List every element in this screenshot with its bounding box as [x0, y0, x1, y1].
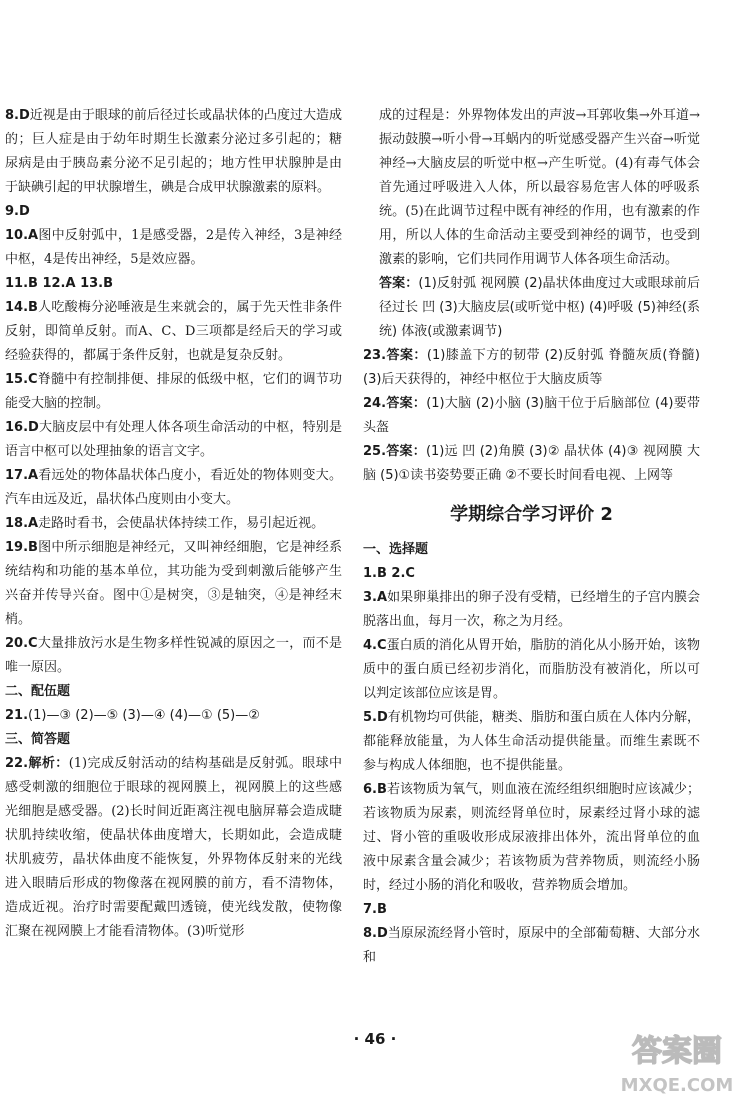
question-number: 8.D [5, 108, 30, 123]
watermark-logo [612, 1021, 742, 1099]
question-number: 22. [5, 756, 29, 771]
question-item [5, 296, 342, 368]
question-number: 1.B 2.C [363, 566, 415, 581]
question-number: 4.C [363, 638, 387, 653]
question-23 [363, 344, 700, 392]
question-number: 17.A [5, 468, 39, 483]
section-heading-short-answer: 三、简答题 [5, 732, 71, 747]
section-title: 学期综合学习评价 2 [450, 504, 613, 525]
question-item [363, 778, 700, 898]
right-question-list [363, 562, 700, 970]
question-text: 图中反射弧中，1是感受器，2是传入神经，3是神经中枢，4是传出神经，5是效应器。 [5, 228, 342, 267]
question-number: 24. [363, 396, 387, 411]
section-heading-choice: 一、选择题 [363, 542, 429, 557]
question-item [5, 224, 342, 272]
question-number: 5.D [363, 710, 388, 725]
question-text: 脊髓中有控制排便、排尿的低级中枢，它们的调节功能受大脑的控制。 [5, 372, 342, 411]
answer-text: (1)大脑 (2)小脑 (3)脑干位于后脑部位 (4)要带头盔 [363, 396, 700, 435]
left-column [5, 104, 342, 944]
question-22-continued [363, 104, 700, 272]
question-number: 25. [363, 444, 387, 459]
question-text: (1)—③ (2)—⑤ (3)—④ (4)—① (5)—② [28, 708, 260, 723]
question-item [5, 512, 342, 536]
question-number: 16.D [5, 420, 39, 435]
question-text: 当原尿流经肾小管时，原尿中的全部葡萄糖、大部分水和 [363, 926, 700, 965]
watermark-text: 答案圈 [632, 1034, 722, 1069]
question-number: 8.D [363, 926, 388, 941]
question-text: 走路时看书，会使晶状体持续工作，易引起近视。 [38, 516, 325, 531]
question-item [5, 200, 342, 224]
question-text: 如果卵巢排出的卵子没有受精，已经增生的子宫内膜会脱落出血，每月一次，称之为月经。 [363, 590, 700, 629]
question-number: 14.B [5, 300, 38, 315]
question-25 [363, 440, 700, 488]
question-item [363, 562, 700, 586]
question-text: (1)完成反射活动的结构基础是反射弧。眼球中感受刺激的细胞位于眼球的视网膜上，视网膜上的这些感光细胞是感受器。(2)长时间近距离注视电脑屏幕会造成睫状肌持续收缩，使晶状体曲度增大，长期如此，会造成睫状肌疲劳，晶状体曲度不能恢复，外界物体反射来的光线进入眼睛后形成的物像落在视网膜的前方，看不清物体，造成近视。治疗时需要配戴凹透镜，使光线发散，使物像汇聚在视网膜上才能看清物体。(3)听觉形 [5, 756, 342, 939]
question-number: 20.C [5, 636, 38, 651]
answer-text: (1)反射弧 视网膜 (2)晶状体曲度过大或眼球前后径过长 凹 (3)大脑皮层(或听觉中枢) (4)呼吸 (5)神经(系统) 体液(或激素调节) [379, 276, 700, 339]
question-text: 大脑皮层中有处理人体各项生命活动的中枢，特别是语言中枢可以处理抽象的语言文字。 [5, 420, 342, 459]
question-text: 近视是由于眼球的前后径过长或晶状体的凸度过大造成的；巨人症是由于幼年时期生长激素分泌过多引起的；糖尿病是由于胰岛素分泌不足引起的；地方性甲状腺肿是由于缺碘引起的甲状腺增生，碘是合成甲状腺激素的原料。 [5, 108, 342, 195]
analysis-label: 解析： [28, 756, 69, 771]
question-item [5, 104, 342, 200]
question-number: 21. [5, 708, 29, 723]
answer-text: (1)远 凹 (2)角膜 (3)② 晶状体 (4)③ 视网膜 大脑 (5)①读书姿势要正确 ②不要长时间看电视、上网等 [363, 444, 700, 483]
answer-label: 答案： [386, 396, 427, 411]
question-number: 10.A [5, 228, 39, 243]
question-22-answer [363, 272, 700, 344]
question-22 [5, 752, 342, 944]
question-number: 7.B [363, 902, 387, 917]
question-text: 蛋白质的消化从胃开始，脂肪的消化从小肠开始，该物质中的蛋白质已经初步消化，而脂肪没有被消化，所以可以判定该部位应该是胃。 [363, 638, 700, 701]
question-text: 大量排放污水是生物多样性锐减的原因之一，而不是唯一原因。 [5, 636, 342, 675]
question-text: 图中所示细胞是神经元，又叫神经细胞，它是神经系统结构和功能的基本单位，其功能为受到刺激后能够产生兴奋并传导兴奋。图中①是树突，③是轴突，④是神经末梢。 [5, 540, 342, 627]
question-number: 11.B 12.A 13.B [5, 276, 114, 291]
right-column [363, 104, 700, 970]
question-item [363, 634, 700, 706]
question-item [363, 922, 700, 970]
question-item [5, 632, 342, 680]
question-number: 19.B [5, 540, 38, 555]
question-text: 成的过程是：外界物体发出的声波→耳郭收集→外耳道→振动鼓膜→听小骨→耳蜗内的听觉感受器产生兴奋→听觉神经→大脑皮层的听觉中枢→产生听觉。(4)有毒气体会首先通过呼吸进入人体，所以最容易危害人体的呼吸系统。(5)在此调节过程中既有神经的作用，也有激素的作用，所以人体的生命活动主要受到神经的调节，也受到激素的影响，它们共同作用调节人体各项生命活动。 [379, 108, 700, 267]
question-item [5, 272, 342, 296]
question-text: 人吃酸梅分泌唾液是生来就会的，属于先天性非条件反射，即简单反射。而A、C、D三项都是经后天的学习或经验获得的，都属于条件反射，也就是复杂反射。 [5, 300, 342, 363]
question-number: 6.B [363, 782, 387, 797]
answer-label: 答案： [386, 348, 427, 363]
question-text: 有机物均可供能，糖类、脂肪和蛋白质在人体内分解，都能释放能量，为人体生命活动提供能量。而维生素既不参与构成人体细胞，也不提供能量。 [363, 710, 700, 773]
answer-label: 答案： [386, 444, 426, 459]
question-item [5, 368, 342, 416]
watermark-url: MXQE.COM [620, 1075, 734, 1096]
answer-text: (1)膝盖下方的韧带 (2)反射弧 脊髓灰质(脊髓) (3)后天获得的，神经中枢位于大脑皮质等 [363, 348, 700, 387]
section-heading-matching: 二、配伍题 [5, 684, 71, 699]
question-number: 15.C [5, 372, 38, 387]
question-item [363, 706, 700, 778]
question-text: 看远处的物体晶状体凸度小，看近处的物体则变大。汽车由远及近，晶状体凸度则由小变大。 [5, 468, 342, 507]
question-24 [363, 392, 700, 440]
question-number: 3.A [363, 590, 388, 605]
question-item [363, 586, 700, 634]
page-number: · 46 · [353, 1030, 397, 1048]
left-question-list [5, 104, 342, 680]
question-21 [5, 704, 342, 728]
question-number: 18.A [5, 516, 39, 531]
answer-label: 答案： [379, 276, 419, 291]
question-number: 9.D [5, 204, 30, 219]
question-number: 23. [363, 348, 387, 363]
question-item [363, 898, 700, 922]
question-item [5, 464, 342, 512]
question-text: 若该物质为氧气，则血液在流经组织细胞时应该减少；若该物质为尿素，则流经肾单位时，尿素经过肾小球的滤过、肾小管的重吸收形成尿液排出体外，流出肾单位的血液中尿素含量会减少；若该物质为营养物质，则流经小肠时，经过小肠的消化和吸收，营养物质会增加。 [363, 782, 700, 893]
question-item [5, 416, 342, 464]
question-item [5, 536, 342, 632]
